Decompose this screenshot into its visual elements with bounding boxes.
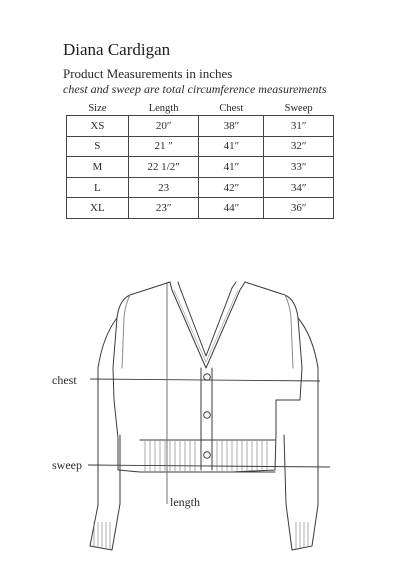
table-header-row — [67, 101, 334, 116]
button-bottom-icon — [204, 452, 211, 459]
sweep-measure-line — [88, 465, 330, 467]
header-size: Size — [67, 101, 129, 116]
length-cell: 23 — [128, 177, 199, 198]
sweep-cell: 36″ — [264, 198, 334, 219]
cardigan-diagram — [0, 260, 400, 586]
button-top-icon — [204, 374, 211, 381]
sweep-cell: 32″ — [264, 136, 334, 157]
size-cell: S — [67, 136, 129, 157]
circumference-note: chest and sweep are total circumference measurements — [63, 82, 327, 96]
length-cell: 22 1/2″ — [128, 157, 199, 178]
right-armhole-seam — [285, 295, 293, 368]
left-armhole-seam — [122, 295, 130, 368]
chest-cell: 42″ — [199, 177, 264, 198]
chest-cell: 38″ — [199, 116, 264, 137]
header-length: Length — [128, 101, 199, 116]
table-row — [67, 177, 334, 198]
size-cell: XS — [67, 116, 129, 137]
left-cuff-rib — [94, 522, 110, 549]
table-row — [67, 157, 334, 178]
size-chart-table — [66, 101, 334, 219]
length-cell: 21 ″ — [128, 136, 199, 157]
chest-cell: 41″ — [199, 136, 264, 157]
size-cell: XL — [67, 198, 129, 219]
right-cuff-rib — [296, 522, 308, 549]
sweep-cell: 34″ — [264, 177, 334, 198]
chest-label: chest — [52, 373, 77, 387]
product-title: Diana Cardigan — [63, 40, 171, 59]
table-row — [67, 198, 334, 219]
sweep-label: sweep — [52, 458, 82, 472]
table-row — [67, 136, 334, 157]
header-chest: Chest — [199, 101, 264, 116]
size-cell: M — [67, 157, 129, 178]
measurements-subtitle: Product Measurements in inches — [63, 66, 233, 81]
button-middle-icon — [204, 412, 211, 419]
sweep-cell: 31″ — [264, 116, 334, 137]
cardigan-left-sleeve — [90, 318, 120, 550]
chest-cell: 44″ — [199, 198, 264, 219]
length-cell: 20″ — [128, 116, 199, 137]
sweep-cell: 33″ — [264, 157, 334, 178]
length-cell: 23″ — [128, 198, 199, 219]
size-cell: L — [67, 177, 129, 198]
length-label: length — [170, 495, 200, 509]
header-sweep: Sweep — [264, 101, 334, 116]
cardigan-collar-outer — [170, 282, 245, 368]
chest-cell: 41″ — [199, 157, 264, 178]
cardigan-body-left-outline — [113, 282, 170, 472]
table-row — [67, 116, 334, 137]
